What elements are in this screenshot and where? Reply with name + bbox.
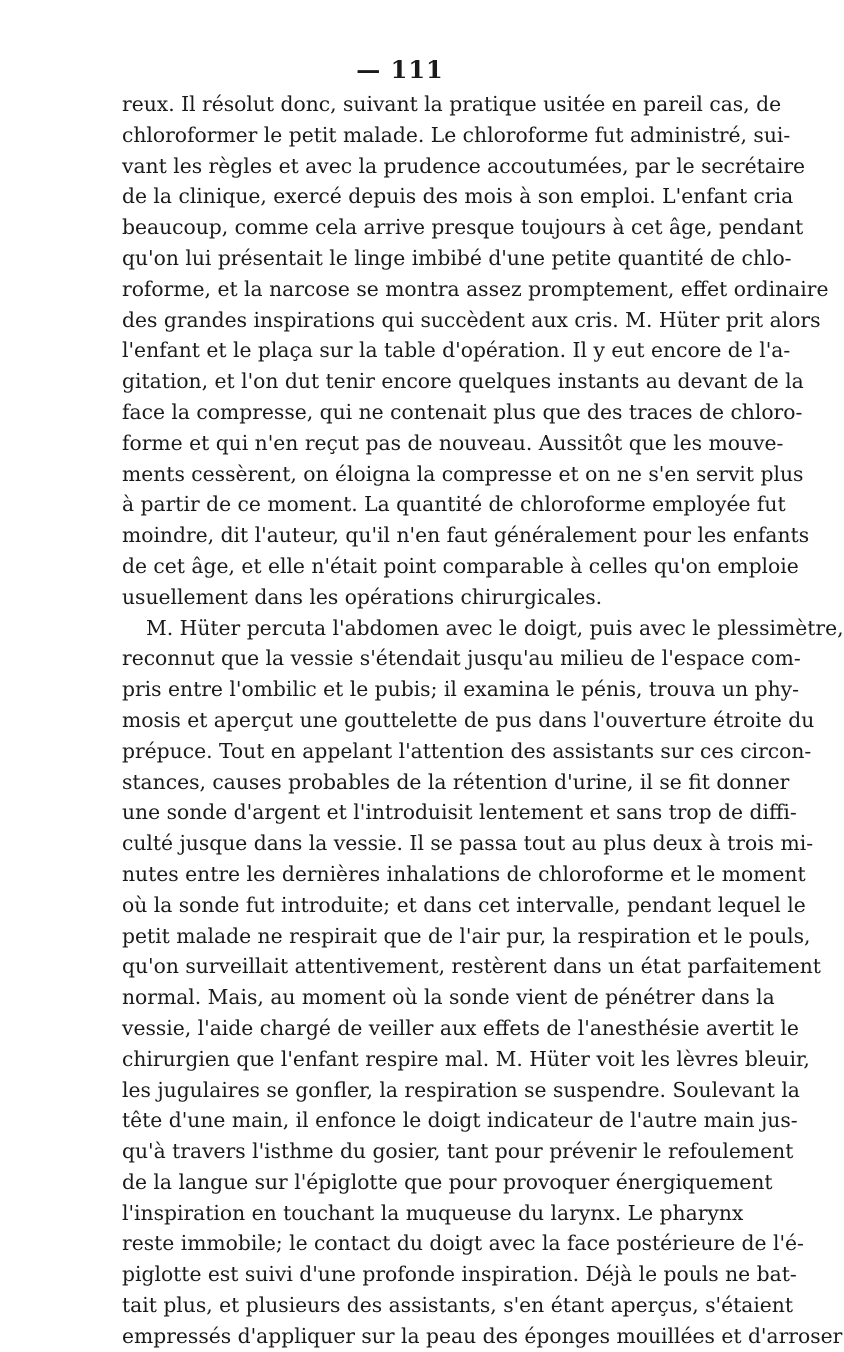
- text-line: une sonde d'argent et l'introduisit lentement et sans trop de diffi-: [122, 800, 797, 825]
- text-line: nutes entre les dernières inhalations de chloroforme et le moment: [122, 861, 806, 886]
- text-line: ments cessèrent, on éloigna la compresse et on ne s'en servit plus: [122, 461, 804, 486]
- text-line: l'enfant et le plaça sur la table d'opération. Il y eut encore de l'a-: [122, 338, 791, 363]
- text-line: gitation, et l'on dut tenir encore quelques instants au devant de la: [122, 369, 804, 394]
- text-line: qu'on surveillait attentivement, restèrent dans un état parfaitement: [122, 954, 821, 979]
- text-line: forme et qui n'en reçut pas de nouveau. Aussitôt que les mouve-: [122, 430, 784, 455]
- text-line: reux. Il résolut donc, suivant la pratique usitée en pareil cas, de: [122, 92, 782, 116]
- text-line: tête d'une main, il enfonce le doigt indicateur de l'autre main jus-: [122, 1108, 798, 1133]
- text-line: piglotte est suivi d'une profonde inspiration. Déjà le pouls ne bat-: [122, 1262, 797, 1287]
- text-line: culté jusque dans la vessie. Il se passa tout au plus deux à trois mi-: [122, 831, 814, 856]
- text-line: beaucoup, comme cela arrive presque toujours à cet âge, pendant: [122, 215, 804, 240]
- text-line: chloroformer le petit malade. Le chloroforme fut administré, sui-: [122, 122, 791, 147]
- text-line: prépuce. Tout en appelant l'attention des assistants sur ces circon-: [122, 738, 812, 763]
- text-line: de la clinique, exercé depuis des mois à son emploi. L'enfant cria: [122, 184, 794, 209]
- text-line: vant les règles et avec la prudence accoutumées, par le secrétaire: [122, 153, 806, 178]
- text-line: face la compresse, qui ne contenait plus que des traces de chloro-: [122, 399, 803, 424]
- text-line: les jugulaires se gonfler, la respiration se suspendre. Soulevant la: [122, 1077, 800, 1102]
- text-line: stances, causes probables de la rétention d'urine, il se fit donner: [122, 769, 790, 794]
- text-line: à partir de ce moment. La quantité de chloroforme employée fut: [122, 492, 786, 517]
- text-line: qu'on lui présentait le linge imbibé d'une petite quantité de chlo-: [122, 245, 792, 270]
- text-line: roforme, et la narcose se montra assez promptement, effet ordinaire: [122, 276, 829, 301]
- text-line: où la sonde fut introduite; et dans cet intervalle, pendant lequel le: [122, 892, 806, 917]
- text-line: mosis et aperçut une gouttelette de pus dans l'ouverture étroite du: [122, 707, 815, 732]
- text-line: de cet âge, et elle n'était point comparable à celles qu'on emploie: [122, 553, 799, 578]
- text-line: des grandes inspirations qui succèdent aux cris. M. Hüter prit alors: [122, 307, 821, 332]
- text-line: moindre, dit l'auteur, qu'il n'en faut généralement pour les enfants: [122, 523, 810, 548]
- text-line: chirurgien que l'enfant respire mal. M. Hüter voit les lèvres bleuir,: [122, 1046, 810, 1071]
- text-line: normal. Mais, au moment où la sonde vient de pénétrer dans la: [122, 985, 775, 1010]
- text-line: reste immobile; le contact du doigt avec la face postérieure de l'é-: [122, 1231, 804, 1256]
- text-line: reconnut que la vessie s'étendait jusqu'au milieu de l'espace com-: [122, 646, 801, 671]
- text-line: vessie, l'aide chargé de veiller aux effets de l'anesthésie avertit le: [122, 1015, 799, 1040]
- text-line: de la langue sur l'épiglotte que pour provoquer énergiquement: [122, 1169, 773, 1194]
- text-line: tait plus, et plusieurs des assistants, s'en étant aperçus, s'étaient: [122, 1293, 794, 1318]
- text-line: petit malade ne respirait que de l'air pur, la respiration et le pouls,: [122, 923, 811, 948]
- page-body-text: [122, 89, 844, 1352]
- text-line: qu'à travers l'isthme du gosier, tant pour prévenir le refoulement: [122, 1139, 794, 1164]
- text-line: empressés d'appliquer sur la peau des éponges mouillées et d'arroser: [122, 1323, 843, 1348]
- page-number: — 111: [356, 55, 444, 84]
- text-line: M. Hüter percuta l'abdomen avec le doigt, puis avec le plessimètre,: [146, 615, 844, 640]
- text-line: usuellement dans les opérations chirurgicales.: [122, 584, 603, 609]
- text-line: pris entre l'ombilic et le pubis; il examina le pénis, trouva un phy-: [122, 677, 799, 702]
- text-line: l'inspiration en touchant la muqueuse du larynx. Le pharynx: [122, 1200, 744, 1225]
